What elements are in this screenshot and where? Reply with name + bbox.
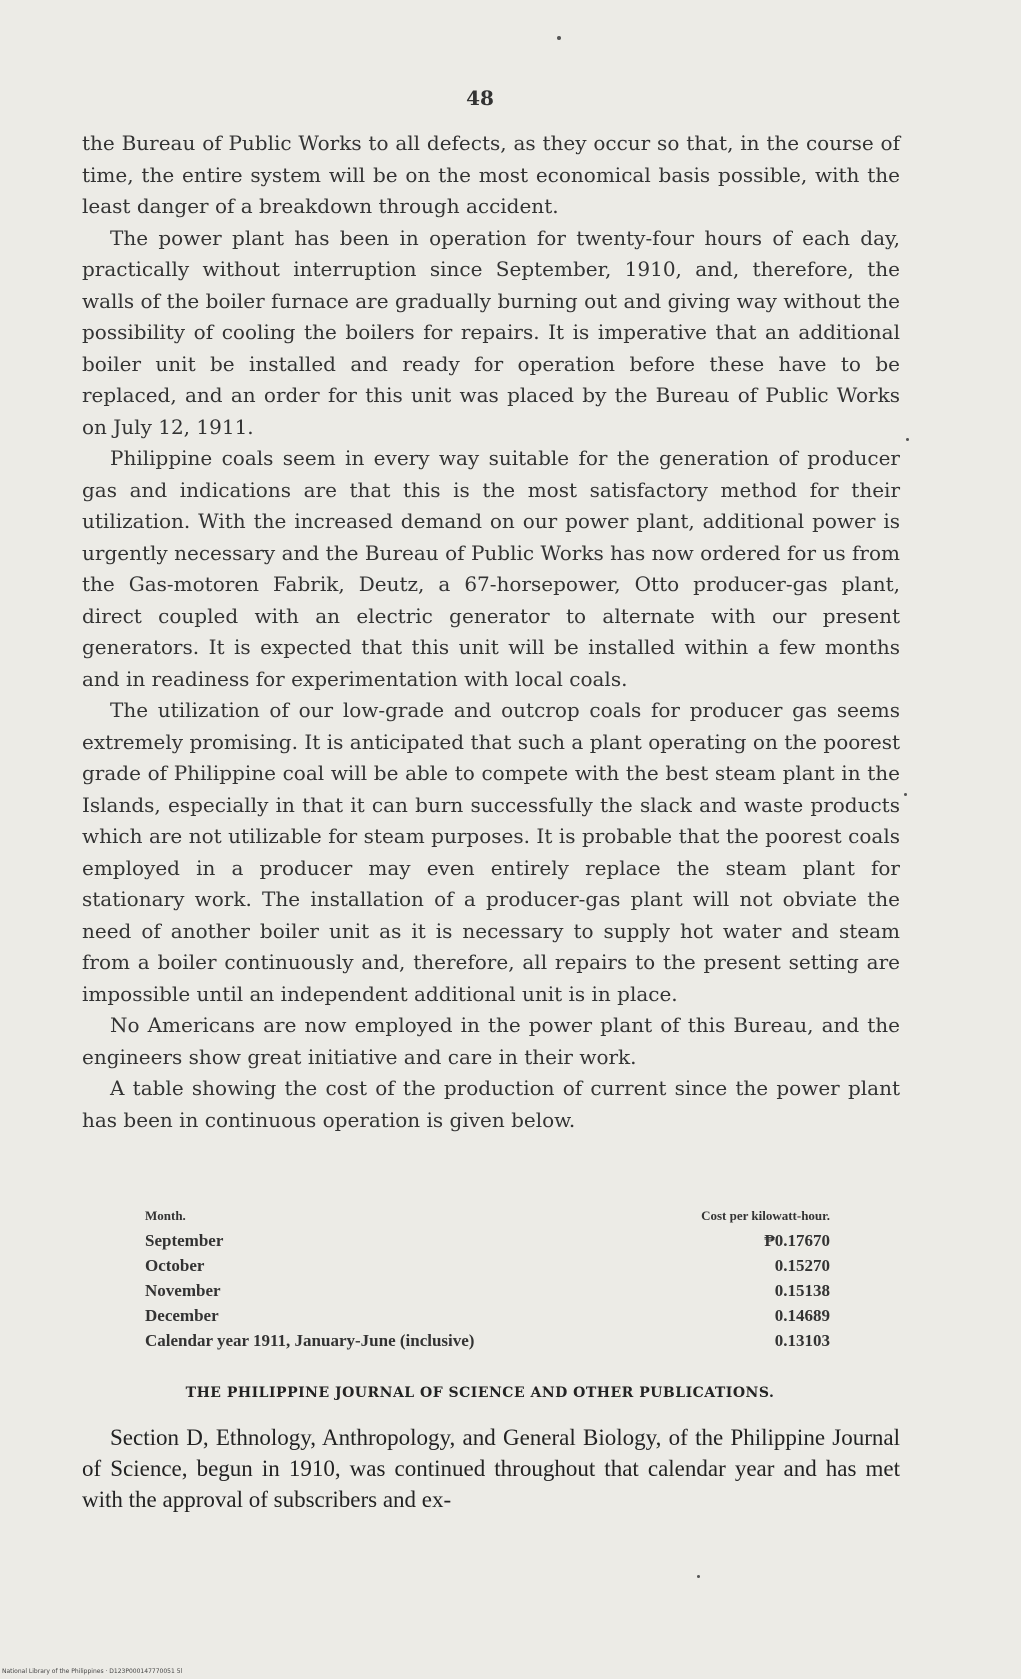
row-month: November <box>145 1281 221 1300</box>
row-month: December <box>145 1306 219 1325</box>
scan-speck <box>697 1575 700 1578</box>
body-text <box>82 128 900 1136</box>
scan-speck <box>904 793 907 796</box>
row-cost: 0.15138 <box>774 1281 830 1300</box>
section-text <box>82 1422 900 1515</box>
paragraph-low-grade-coals: The utilization of our low-grade and outcrop coals for producer gas seems extremely promising. It is anticipated that such a plant operating on the poorest grade of Philippine coal will be able to compete with the best steam plant in the Islands, especially in that it can burn successfully the slack and waste products which are not utilizable for steam purposes. It is probable that the poorest coals employed in a producer may even entirely replace the steam plant for stationary work. The installation of a producer-gas plant will not obviate the need of another boiler unit as it is necessary to supply hot water and steam from a boiler continuously and, therefore, all repairs to the present setting are impossible until an independent additional unit is in place. <box>82 698 900 1006</box>
row-cost: 0.14689 <box>774 1306 830 1325</box>
section-heading: THE PHILIPPINE JOURNAL OF SCIENCE AND OTHER PUBLICATIONS. <box>185 1385 775 1401</box>
table-row <box>145 1278 830 1303</box>
paragraph-section-d: Section D, Ethnology, Anthropology, and General Biology, of the Philippine Journal of Science, begun in 1910, was continued throughout that calendar year and has met with the approval of subscribers and ex- <box>82 1425 900 1512</box>
month-column-header: Month. <box>145 1208 186 1223</box>
row-month: September <box>145 1231 224 1250</box>
paragraph-continuation: the Bureau of Public Works to all defects, as they occur so that, in the course of time, the entire system will be on the most economical basis possible, with the least danger of a breakdown through accident. <box>82 131 900 218</box>
row-cost: 0.15270 <box>774 1256 830 1275</box>
row-cost: 0.13103 <box>774 1331 830 1350</box>
paragraph-power-plant: The power plant has been in operation for twenty-four hours of each day, practically without interruption since September, 1910, and, therefore, the walls of the boiler furnace are gradually burning out and giving way without the possibility of cooling the boilers for repairs. It is imperative that an additional boiler unit be installed and ready for operation before these have to be replaced, and an order for this unit was placed by the Bureau of Public Works on July 12, 1911. <box>82 225 900 439</box>
paragraph-engineers: No Americans are now employed in the power plant of this Bureau, and the engineers show great initiative and care in their work. <box>82 1013 900 1069</box>
table-row <box>145 1228 830 1253</box>
cost-table-header <box>145 1203 830 1228</box>
paragraph-philippine-coals: Philippine coals seem in every way suitable for the generation of producer gas and indications are that this is the most satisfactory method for their utilization. With the increased demand on our power plant, additional power is urgently necessary and the Bureau of Public Works has now ordered for us from the Gas-motoren Fabrik, Deutz, a 67-horsepower, Otto producer-gas plant, direct coupled with an electric generator to alternate with our present generators. It is expected that this unit will be installed within a few months and in readiness for experimentation with local coals. <box>82 446 900 691</box>
scan-speck <box>557 36 561 40</box>
row-month: Calendar year 1911, January-June (inclusive) <box>145 1331 475 1350</box>
scan-speck <box>906 438 909 441</box>
cost-column-header: Cost per kilowatt-hour. <box>701 1208 830 1223</box>
cost-table <box>145 1203 830 1353</box>
library-footer-stamp: National Library of the Philippines · D123P000147770051 5l <box>2 1668 183 1675</box>
row-cost: ₱0.17670 <box>764 1231 830 1250</box>
page-number: 48 <box>466 86 494 110</box>
table-row <box>145 1328 830 1353</box>
table-row <box>145 1253 830 1278</box>
table-row <box>145 1303 830 1328</box>
paragraph-table-intro: A table showing the cost of the production of current since the power plant has been in continuous operation is given below. <box>82 1076 900 1132</box>
row-month: October <box>145 1256 205 1275</box>
